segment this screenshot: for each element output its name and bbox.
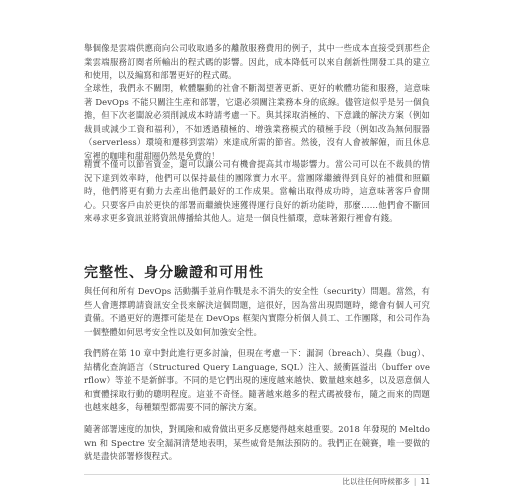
body-paragraph: 隨著部署速度的加快，對風險和威脅做出更多反應變得越來越重要。2018 年發現的 Meltdown 和 Spectre 安全漏洞清楚地表明，某些威脅是無法預防的。我們正在競賽，唯一要做的就是盡快部署修復程式。 [84, 424, 430, 461]
page-number: 11 [420, 477, 430, 486]
section-heading: 完整性、身分驗證和可用性 [84, 265, 264, 281]
body-paragraph: 與任何和所有 DevOps 活動攜手並肩作戰是永不消失的安全性（security）問題。當然，有些人會選擇聘請資訊安全長來解決這個問題，這很好，因為當出現問題時，總會有個人可究責備。不過更好的選擇可能是在 DevOps 框架內實際分析個人員工、工作團隊，和公司作為一個整體如何思考安全性以及如何加強安全性。 [84, 286, 430, 337]
body-paragraph: 舉個像是雲端供應商向公司收取過多的離散服務費用的例子，其中一些成本直接受到那些企業雲端服務訂閱者所輸出的程式碼的影響。因此，成本降低可以來自創新性開發工具的建立和使用，以及編寫和部署更好的程式碼。 [84, 43, 430, 80]
body-paragraph: 我們將在第 10 章中對此進行更多討論，但現在考慮一下：漏洞（breach）、臭蟲（bug）、結構化查詢語言（Structured Query Language, SQL）注入、緩衝區溢出（buffer overflow）等並不是新鮮事。不同的是它們出現的速度越來越快、數量越來越多，以及惡意個人和實體採取行動的聰明程度。這並不奇怪。隨著越來越多的程式碼被發布，隨之而來的問題也越來越多，每種類型都需要不同的解決方案。 [84, 348, 430, 412]
body-paragraph: 精實不僅可以節省資金，還可以讓公司有機會提高其市場影響力。當公司可以在不裁員的情況下達到效率時，他們可以保持最佳的團隊實力水平。當團隊繼續得到良好的補償和照顧時，他們將更有動力去產出他們最好的工作成果。當輸出取得成功時，這意味著客戶會開心。只要客戶由於更快的部署而繼續快速獲得運行良好的新功能時，那麼……他們會不斷回來尋求更多資訊並將資訊傳播給其他人。這是一個良性循環，意味著銀行裡會有錢。 [84, 159, 430, 223]
footer-separator: | [413, 477, 417, 486]
page-footer [84, 474, 430, 487]
body-paragraph: 全球性，我們永不關閉，軟體驅動的社會不斷渴望著更新、更好的軟體功能和服務，這意味著 DevOps 不能只關注生產和部署，它還必須關注業務本身的底線。儘管這似乎是另一個負擔，但下次老闆說必須削減成本時請考慮一下。與其採取消極的、下意識的解決方案（例如裁員或減少工資和福利），不如透過積極的、增強業務模式的積極手段（例如改為無伺服器（serverless）環境和遷移到雲端）來達成所需的節省。然後，沒有人會被解僱，而且休息室裡的咖啡和甜甜圈仍然是免費的！ [84, 83, 430, 161]
footer-text [342, 476, 430, 487]
running-chapter-title: 比以往任何時候都多 [342, 477, 410, 486]
